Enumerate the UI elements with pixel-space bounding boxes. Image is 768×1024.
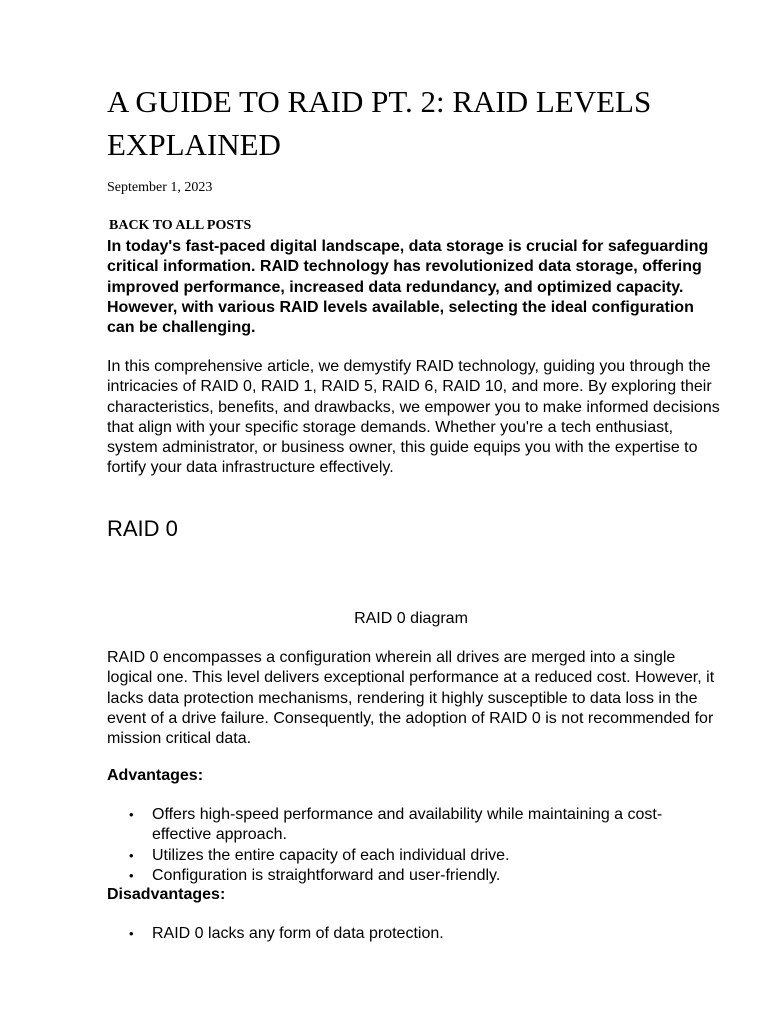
raid0-description: RAID 0 encompasses a configuration wherein all drives are merged into a single logical one. This level delivers exceptional performance at a reduced cost. However, it lacks data protection mechanisms, rendering it highly susceptible to data loss in the event of a drive failure. Consequently, the adoption of RAID 0 is not recommended for mission critical data. — [107, 649, 715, 748]
list-item-text: Offers high-speed performance and availability while maintaining a cost-effective approach. — [152, 806, 663, 844]
list-item-text: RAID 0 lacks any form of data protection. — [152, 925, 444, 942]
bullet-icon: • — [129, 926, 134, 941]
disadvantages-list — [107, 924, 719, 944]
disadvantages-heading: Disadvantages: — [107, 886, 226, 903]
list-item — [107, 866, 719, 886]
list-item-text: Configuration is straightforward and user-friendly. — [152, 866, 501, 884]
bullet-icon: • — [129, 867, 134, 883]
list-item — [107, 805, 719, 846]
bullet-icon: • — [129, 847, 134, 863]
article-title: A GUIDE TO RAID PT. 2: RAID LEVELS EXPLAINED — [107, 84, 652, 162]
intro-paragraph-bold: In today's fast-paced digital landscape, data storage is crucial for safeguarding critical information. RAID technology has revolutionized data storage, offering improved performance, increased data redundancy, and optimized capacity. However, with various RAID levels available, selecting the ideal configuration can be challenging. — [107, 238, 709, 337]
bullet-icon: • — [129, 807, 134, 822]
list-item — [107, 924, 719, 944]
raid0-diagram-caption: RAID 0 diagram — [354, 610, 468, 627]
advantages-list — [107, 805, 719, 886]
intro-paragraph: In this comprehensive article, we demystify RAID technology, guiding you through the intricacies of RAID 0, RAID 1, RAID 5, RAID 6, RAID 10, and more. By exploring their characteristics, benefits, and drawbacks, we empower you to make informed decisions that align with your specific storage demands. Whether you're a tech enthusiast, system administrator, or business owner, this guide equips you with the expertise to fortify your data infrastructure effectively. — [107, 358, 720, 477]
advantages-heading: Advantages: — [107, 767, 204, 784]
post-date: September 1, 2023 — [107, 180, 213, 195]
list-item — [107, 846, 719, 866]
list-item-text: Utilizes the entire capacity of each individual drive. — [152, 846, 510, 864]
back-to-all-posts-link[interactable]: BACK TO ALL POSTS — [109, 218, 252, 233]
raid0-heading: RAID 0 — [107, 516, 178, 541]
